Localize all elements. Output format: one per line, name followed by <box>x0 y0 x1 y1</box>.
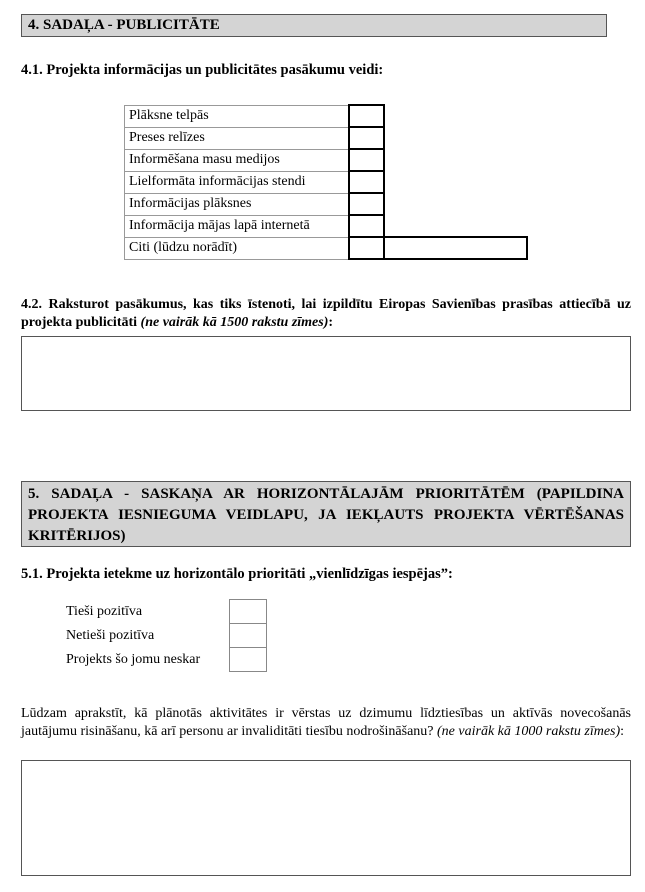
publicity-types-table <box>124 104 528 260</box>
priority-option-label: Netieši pozitīva <box>66 627 155 643</box>
table-row <box>125 237 527 259</box>
publicity-item-checkbox[interactable] <box>349 149 384 171</box>
publicity-item-label: Plāksne telpās <box>125 105 349 127</box>
char-limit-hint: (ne vairāk kā 1000 rakstu zīmes) <box>437 724 621 739</box>
publicity-item-label: Preses relīzes <box>125 127 349 149</box>
section-5-header <box>21 481 631 547</box>
question-4-2-text: 4.2. Raksturot pasākumus, kas tiks īstenoti, lai izpildītu Eiropas Savienības prasības attiecībā uz projekta publicitāti (ne vairāk kā 1500 rakstu zīmes): <box>21 297 631 330</box>
publicity-item-label: Informācija mājas lapā internetā <box>125 215 349 237</box>
equal-opportunities-textbox[interactable] <box>21 760 631 876</box>
priority-option-checkbox[interactable] <box>230 600 267 624</box>
priority-option-label: Tieši pozitīva <box>66 603 143 619</box>
table-row <box>66 600 267 624</box>
section-5-title: 5. SADAĻA - SASKAŅA AR HORIZONTĀLAJĀM PRIORITĀTĒM (PAPILDINA PROJEKTA IESNIEGUMA VEIDLAPU, JA IEKĻAUTS PROJEKTA VĒRTĒŠANAS KRITĒRIJOS) <box>28 486 624 544</box>
publicity-item-checkbox[interactable] <box>349 105 384 127</box>
table-row <box>66 648 267 672</box>
publicity-item-checkbox[interactable] <box>349 193 384 215</box>
priority-option-label: Projekts šo jomu neskar <box>66 651 201 667</box>
publicity-description-textbox[interactable] <box>21 336 631 411</box>
question-5-1-heading: 5.1. Projekta ietekme uz horizontālo prioritāti „vienlīdzīgas iespējas”: <box>21 566 453 582</box>
priority-option-checkbox[interactable] <box>230 624 267 648</box>
table-row <box>125 171 527 193</box>
section-4-title: 4. SADAĻA - PUBLICITĀTE <box>28 17 220 33</box>
publicity-item-checkbox[interactable] <box>349 171 384 193</box>
other-specify-field[interactable] <box>384 237 527 259</box>
table-row <box>66 624 267 648</box>
table-row <box>125 149 527 171</box>
table-row <box>125 105 527 127</box>
priority-impact-table <box>66 599 267 672</box>
table-row <box>125 215 527 237</box>
publicity-item-checkbox[interactable] <box>349 127 384 149</box>
table-row <box>125 193 527 215</box>
publicity-item-checkbox[interactable] <box>349 237 384 259</box>
question-4-1-heading: 4.1. Projekta informācijas un publicitātes pasākumu veidi: <box>21 62 384 78</box>
section-4-header <box>21 14 607 37</box>
equal-opportunities-question: Lūdzam aprakstīt, kā plānotās aktivitātes ir vērstas uz dzimumu līdztiesības un aktīvās novecošanās jautājumu risināšanu, kā arī personu ar invaliditāti tiesību nodrošināšanu? (ne vairāk kā 1000 rakstu zīmes): <box>21 706 631 739</box>
table-row <box>125 127 527 149</box>
publicity-item-checkbox[interactable] <box>349 215 384 237</box>
publicity-item-label: Citi (lūdzu norādīt) <box>125 237 349 259</box>
char-limit-hint: (ne vairāk kā 1500 rakstu zīmes) <box>140 315 329 330</box>
priority-option-checkbox[interactable] <box>230 648 267 672</box>
publicity-item-label: Informēšana masu medijos <box>125 149 349 171</box>
publicity-item-label: Informācijas plāksnes <box>125 193 349 215</box>
publicity-item-label: Lielformāta informācijas stendi <box>125 171 349 193</box>
